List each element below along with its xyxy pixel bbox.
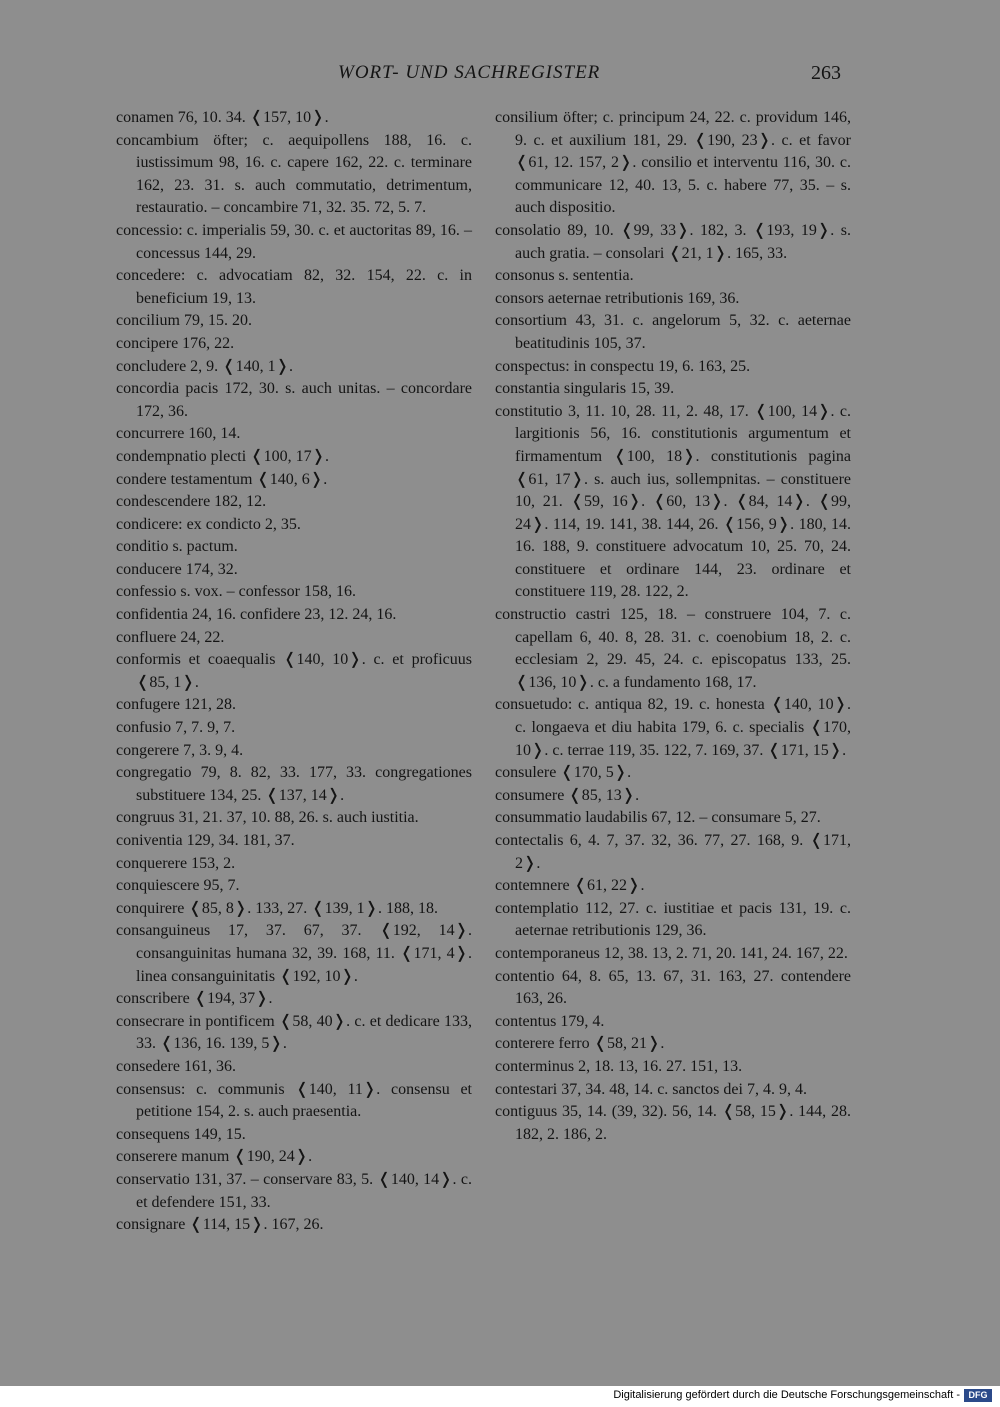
index-entry: conquiescere 95, 7. [116, 877, 240, 895]
index-entry: congerere 7, 3. 9, 4. [116, 741, 244, 759]
index-entry: conterminus 2, 18. 13, 16. 27. 151, 13. [495, 1057, 743, 1075]
index-entry: consuetudo: c. antiqua 82, 19. c. honesta ❬140, 10❭. c. longaeva et diu habita 179, 6. c. specialis ❬170, 10❭. c. terrae 119, 35. 122, 7. 169, 37. ❬171, 15❭. [495, 696, 855, 759]
index-entry: conquirere ❬85, 8❭. 133, 27. ❬139, 1❭. 188, 18. [116, 899, 439, 917]
index-entry: confusio 7, 7. 9, 7. [116, 719, 236, 737]
index-entry: concilium 79, 15. 20. [116, 312, 252, 330]
index-column-right [495, 107, 855, 1146]
index-entry: consumere ❬85, 13❭. [495, 786, 640, 804]
index-entry: confluere 24, 22. [116, 628, 225, 646]
index-entry: concludere 2, 9. ❬140, 1❭. [116, 357, 293, 375]
dfg-logo: DFG [964, 1389, 992, 1402]
index-entry: conditio s. pactum. [116, 538, 238, 556]
funding-credit: Digitalisierung gefördert durch die Deutsche Forschungsgemeinschaft - [613, 1389, 960, 1401]
index-entry: conserere manum ❬190, 24❭. [116, 1148, 313, 1166]
index-entry: conterere ferro ❬58, 21❭. [495, 1035, 665, 1053]
index-entry: conscribere ❬194, 37❭. [116, 990, 273, 1008]
index-entry: condere testamentum ❬140, 6❭. [116, 470, 328, 488]
index-entry: consecrare in pontificem ❬58, 40❭. c. et dedicare 133, 33. ❬136, 16. 139, 5❭. [116, 1012, 476, 1053]
index-entry: conspectus: in conspectu 19, 6. 163, 25. [495, 357, 751, 375]
index-entry: concessio: c. imperialis 59, 30. c. et auctoritas 89, 16. – concessus 144, 29. [116, 221, 476, 262]
index-entry: contentio 64, 8. 65, 13. 67, 31. 163, 27. contendere 163, 26. [495, 967, 855, 1008]
index-entry: congregatio 79, 8. 82, 33. 177, 33. congregationes substituere 134, 25. ❬137, 14❭. [116, 764, 476, 804]
index-entry: consonus s. sententia. [495, 267, 634, 285]
index-entry: constantia singularis 15, 39. [495, 380, 675, 398]
running-title: WORT- UND SACHREGISTER [338, 62, 601, 83]
index-entry: conformis et coaequalis ❬140, 10❭. c. et proficuus ❬85, 1❭. [116, 651, 476, 691]
index-entry: contemnere ❬61, 22❭. [495, 877, 645, 895]
index-entry: condescendere 182, 12. [116, 493, 267, 511]
index-entry: consortium 43, 31. c. angelorum 5, 32. c. aeternae beatitudinis 105, 37. [495, 312, 855, 352]
index-entry: condempnatio plecti ❬100, 17❭. [116, 447, 329, 465]
index-entry: congruus 31, 21. 37, 10. 88, 26. s. auch iustitia. [116, 809, 419, 827]
index-entry: confessio s. vox. – confessor 158, 16. [116, 583, 356, 601]
index-entry: conservatio 131, 37. – conservare 83, 5. ❬140, 14❭. c. et defendere 151, 33. [116, 1170, 476, 1211]
index-entry: consolatio 89, 10. ❬99, 33❭. 182, 3. ❬193, 19❭. s. auch gratia. – consolari ❬21, 1❭. 165, 33. [495, 221, 855, 262]
index-entry: condicere: ex condicto 2, 35. [116, 515, 301, 533]
index-entry: concambium öfter; c. aequipollens 188, 16. c. iustissimum 98, 16. c. capere 162, 22. c. terminare 162, 23. 31. s. auch commutatio, detrimentum, restauratio. – concambire 71, 32. 35. 72, 5. 7. [116, 131, 476, 217]
index-entry: confugere 121, 28. [116, 696, 236, 714]
index-entry: consensus: c. communis ❬140, 11❭. consensu et petitione 154, 2. s. auch praesentia. [116, 1080, 476, 1121]
index-entry: consilium öfter; c. principum 24, 22. c. providum 146, 9. c. et auxilium 181, 29. ❬190, 23❭. c. et favor ❬61, 12. 157, 2❭. consilio et interventu 116, 30. c. communicare 12, 40. 13, 5. c. habere 77, 35. – s. auch dispositio. [495, 109, 855, 217]
index-entry: concipere 176, 22. [116, 334, 235, 352]
index-entry: constructio castri 125, 18. – construere 104, 7. c. capellam 6, 40. 8, 28. 31. c. coenobium 18, 2. c. ecclesiam 2, 29. 45, 24. c. episcopatus 133, 25. ❬136, 10❭. c. a fundamento 168, 17. [495, 606, 855, 691]
index-entry: contemporaneus 12, 38. 13, 2. 71, 20. 141, 24. 167, 22. [495, 944, 848, 962]
digitization-footer [0, 1386, 1000, 1407]
index-entry: consanguineus 17, 37. 67, 37. ❬192, 14❭. consanguinitas humana 32, 39. 168, 11. ❬171, 4❭. linea consanguinitatis ❬192, 10❭. [116, 922, 476, 985]
index-entry: coniventia 129, 34. 181, 37. [116, 832, 295, 849]
index-entry: contentus 179, 4. [495, 1012, 605, 1030]
index-entry: concedere: c. advocatiam 82, 32. 154, 22. c. in beneficium 19, 13. [116, 267, 476, 307]
index-entry: concurrere 160, 14. [116, 425, 241, 443]
index-entry: consedere 161, 36. [116, 1057, 236, 1075]
index-entry: contectalis 6, 4. 7, 37. 32, 36. 77, 27. 168, 9. ❬171, 2❭. [495, 832, 855, 872]
index-entry: consummatio laudabilis 67, 12. – consumare 5, 27. [495, 809, 821, 827]
index-entry: conamen 76, 10. 34. ❬157, 10❭. [116, 109, 329, 126]
page-header [0, 62, 1000, 88]
index-entry: consulere ❬170, 5❭. [495, 764, 632, 782]
index-entry: conquerere 153, 2. [116, 854, 236, 872]
index-entry: constitutio 3, 11. 10, 28. 11, 2. 48, 17. ❬100, 14❭. c. largitionis 56, 16. constitutionis argumentum et firmamentum ❬100, 18❭. constitutionis pagina ❬61, 17❭. s. auch ius, sollempnitas. – constituere 10, 21. ❬59, 16❭. ❬60, 13❭. ❬84, 14❭. ❬99, 24❭. 114, 19. 141, 38. 144, 26. ❬156, 9❭. 180, 14. 16. 188, 9. constituere advocatum 10, 25. 70, 24. constituere et ordinare 144, 23. ordinare et constituere 119, 28. 122, 2. [495, 402, 855, 601]
index-entry: consors aeternae retributionis 169, 36. [495, 289, 740, 307]
index-entry: contestari 37, 34. 48, 14. c. sanctos dei 7, 4. 9, 4. [495, 1080, 807, 1098]
index-entry: conducere 174, 32. [116, 560, 238, 578]
index-entry: consignare ❬114, 15❭. 167, 26. [116, 1216, 324, 1234]
index-entry: contemplatio 112, 27. c. iustitiae et pacis 131, 19. c. aeternae retributionis 129, 36. [495, 899, 855, 940]
page-number: 263 [811, 62, 841, 84]
index-entry: concordia pacis 172, 30. s. auch unitas. – concordare 172, 36. [116, 380, 476, 420]
index-entry: consequens 149, 15. [116, 1125, 246, 1143]
index-entry: confidentia 24, 16. confidere 23, 12. 24, 16. [116, 606, 397, 624]
index-entry: contiguus 35, 14. (39, 32). 56, 14. ❬58, 15❭. 144, 28. 182, 2. 186, 2. [495, 1103, 855, 1143]
index-column-left [116, 107, 476, 1237]
